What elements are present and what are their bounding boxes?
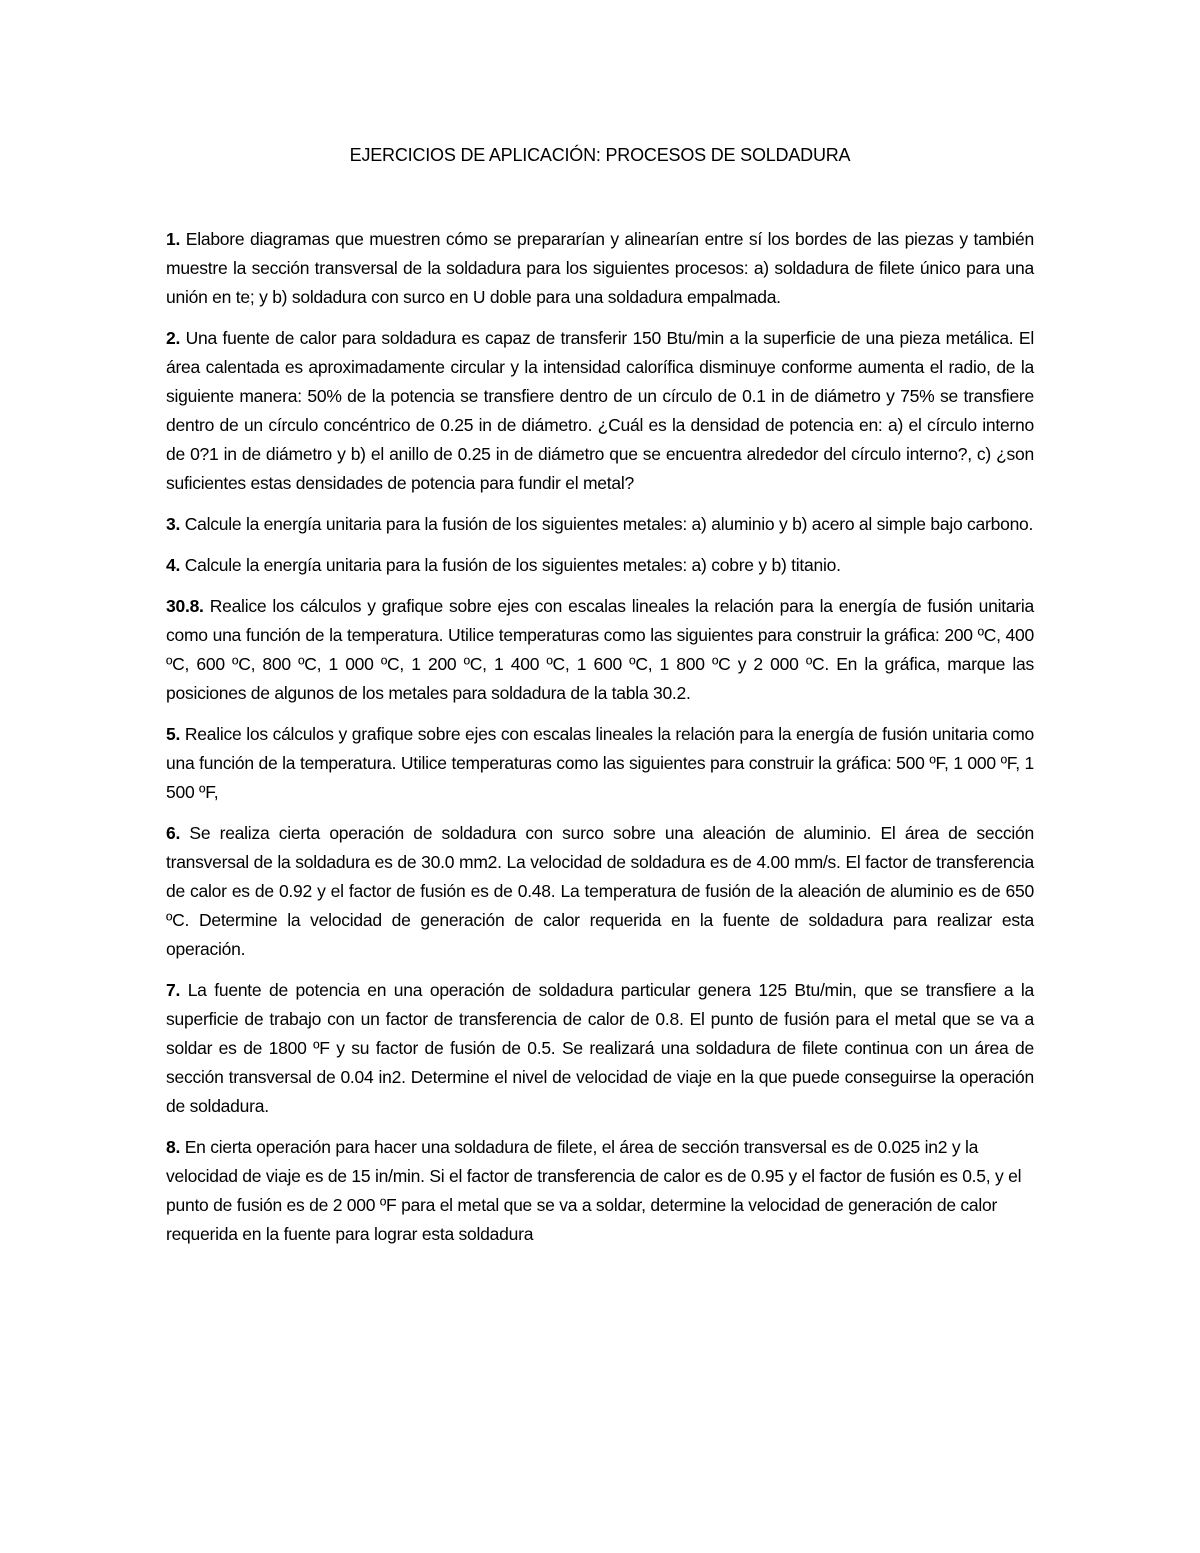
exercise-number: 1. bbox=[166, 229, 181, 249]
exercise-list bbox=[166, 225, 1034, 1261]
exercise-number: 2. bbox=[166, 328, 181, 348]
exercise-text: Calcule la energía unitaria para la fusión de los siguientes metales: a) cobre y b) titanio. bbox=[180, 555, 841, 575]
exercise-number: 3. bbox=[166, 514, 181, 534]
exercise-text: Se realiza cierta operación de soldadura con surco sobre una aleación de aluminio. El área de sección transversal de la soldadura es de 30.0 mm2. La velocidad de soldadura es de 4.00 mm/s. El factor de transferencia de calor es de 0.92 y el factor de fusión es de 0.48. La temperatura de fusión de la aleación de aluminio es de 650 ºC. Determine la velocidad de generación de calor requerida en la fuente de soldadura para realizar esta operación. bbox=[166, 823, 1034, 959]
exercise-number: 6. bbox=[166, 823, 181, 843]
exercise-1 bbox=[166, 225, 1034, 312]
exercise-number: 4. bbox=[166, 555, 181, 575]
exercise-2 bbox=[166, 324, 1034, 498]
exercise-text: Una fuente de calor para soldadura es capaz de transferir 150 Btu/min a la superficie de una pieza metálica. El área calentada es aproximadamente circular y la intensidad calorífica disminuye conforme aumenta el radio, de la siguiente manera: 50% de la potencia se transfiere dentro de un círculo de 0.1 in de diámetro y 75% se transfiere dentro de un círculo concéntrico de 0.25 in de diámetro. ¿Cuál es la densidad de potencia en: a) el círculo interno de 0?1 in de diámetro y b) el anillo de 0.25 in de diámetro que se encuentra alrededor del círculo interno?, c) ¿son suficientes estas densidades de potencia para fundir el metal? bbox=[166, 328, 1034, 493]
exercise-number: 8. bbox=[166, 1137, 181, 1157]
exercise-number: 30.8. bbox=[166, 596, 204, 616]
exercise-number: 7. bbox=[166, 980, 181, 1000]
document-title: EJERCICIOS DE APLICACIÓN: PROCESOS DE SOLDADURA bbox=[349, 145, 851, 165]
exercise-4 bbox=[166, 551, 1034, 580]
exercise-text: Elabore diagramas que muestren cómo se prepararían y alinearían entre sí los bordes de las piezas y también muestre la sección transversal de la soldadura para los siguientes procesos: a) soldadura de filete único para una unión en te; y b) soldadura con surco en U doble para una soldadura empalmada. bbox=[166, 229, 1034, 307]
exercise-3 bbox=[166, 510, 1034, 539]
exercise-text: Calcule la energía unitaria para la fusión de los siguientes metales: a) aluminio y b) acero al simple bajo carbono. bbox=[180, 514, 1034, 534]
exercise-text: Realice los cálculos y grafique sobre ejes con escalas lineales la relación para la energía de fusión unitaria como una función de la temperatura. Utilice temperaturas como las siguientes para construir la gráfica: 500 ºF, 1 000 ºF, 1 500 ºF, bbox=[166, 724, 1034, 802]
exercise-30-8 bbox=[166, 592, 1034, 708]
exercise-text: En cierta operación para hacer una soldadura de filete, el área de sección transversal es de 0.025 in2 y la velocidad de viaje es de 15 in/min. Si el factor de transferencia de calor es de 0.95 y el factor de fusión es 0.5, y el punto de fusión es de 2 000 ºF para el metal que se va a soldar, determine la velocidad de generación de calor requerida en la fuente para lograr esta soldadura bbox=[166, 1137, 1022, 1244]
exercise-text: La fuente de potencia en una operación de soldadura particular genera 125 Btu/min, que se transfiere a la superficie de trabajo con un factor de transferencia de calor de 0.8. El punto de fusión para el metal que se va a soldar es de 1800 ºF y su factor de fusión de 0.5. Se realizará una soldadura de filete continua con un área de sección transversal de 0.04 in2. Determine el nivel de velocidad de viaje en la que puede conseguirse la operación de soldadura. bbox=[166, 980, 1034, 1116]
exercise-5 bbox=[166, 720, 1034, 807]
exercise-number: 5. bbox=[166, 724, 181, 744]
exercise-6 bbox=[166, 819, 1034, 964]
exercise-8 bbox=[166, 1133, 1034, 1249]
exercise-text: Realice los cálculos y grafique sobre ejes con escalas lineales la relación para la energía de fusión unitaria como una función de la temperatura. Utilice temperaturas como las siguientes para construir la gráfica: 200 ºC, 400 ºC, 600 ºC, 800 ºC, 1 000 ºC, 1 200 ºC, 1 400 ºC, 1 600 ºC, 1 800 ºC y 2 000 ºC. En la gráfica, marque las posiciones de algunos de los metales para soldadura de la tabla 30.2. bbox=[166, 596, 1034, 703]
exercise-7 bbox=[166, 976, 1034, 1121]
